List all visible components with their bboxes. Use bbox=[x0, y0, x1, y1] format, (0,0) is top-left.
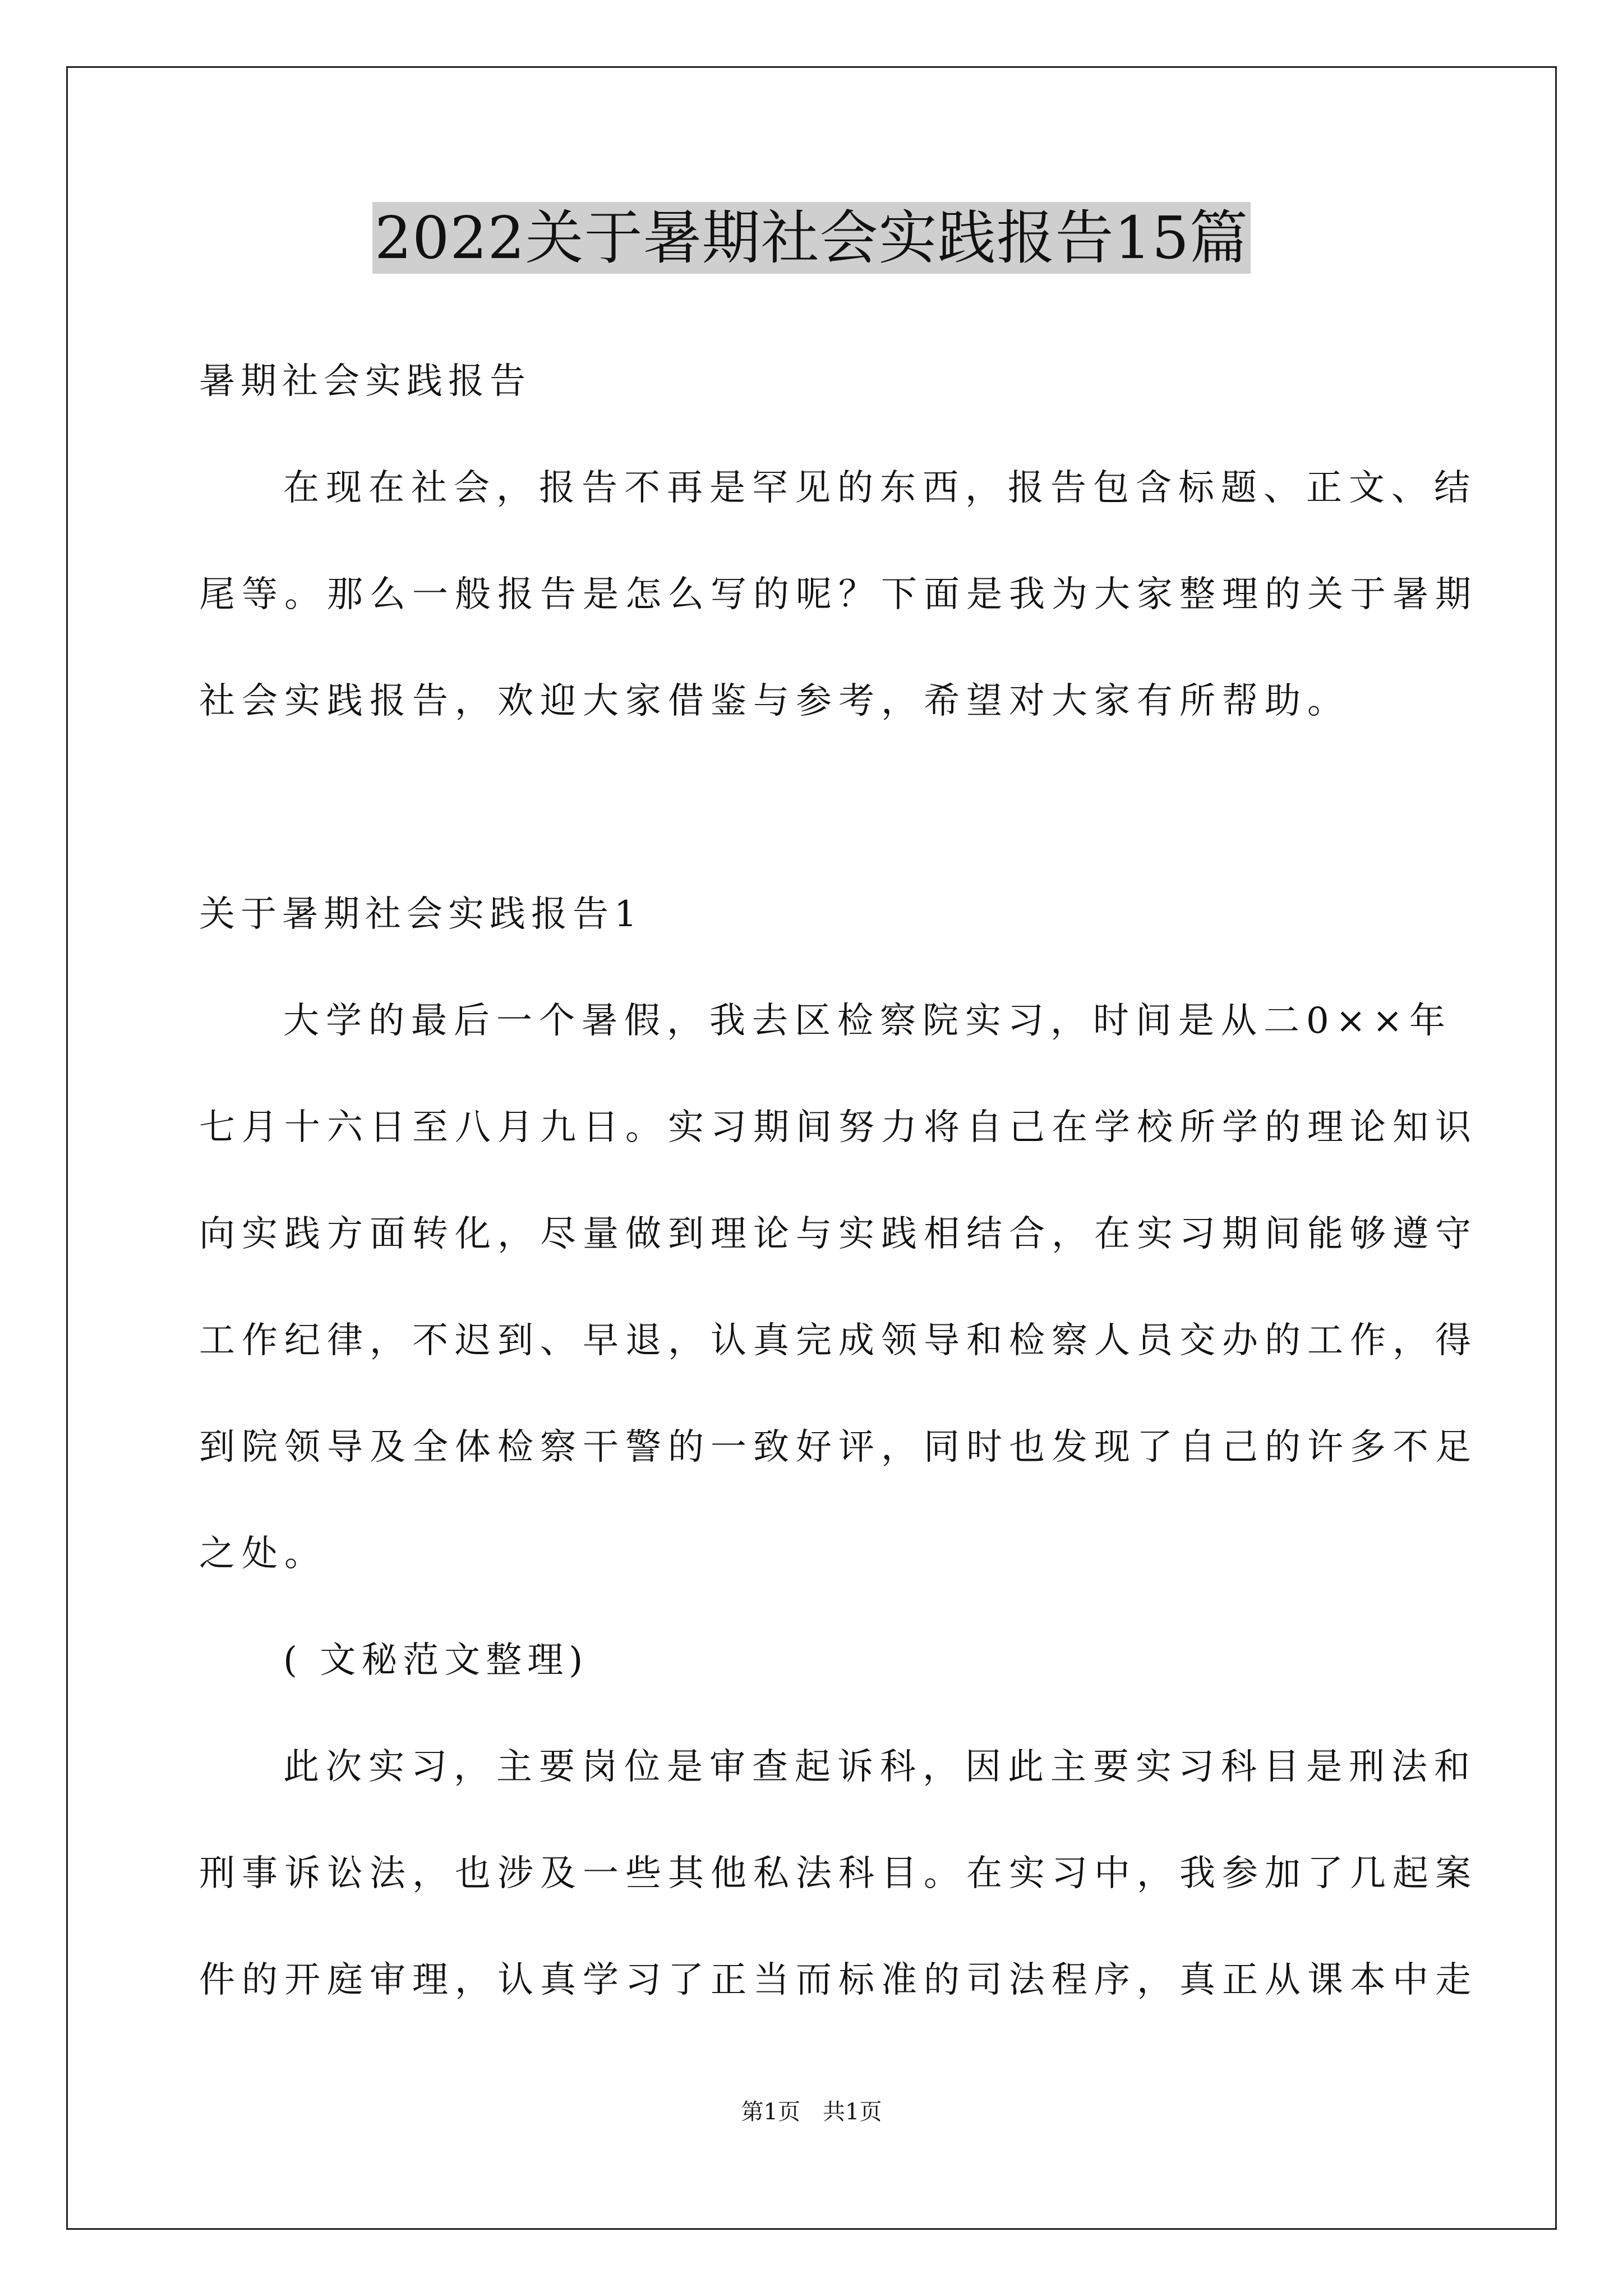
page-footer: 第1页 共1页 bbox=[741, 2099, 882, 2125]
intro-line-3: 社会实践报告，欢迎大家借鉴与参考，希望对大家有所帮助。 bbox=[199, 680, 1350, 722]
para2-line-3: 件的开庭审理，认真学习了正当而标准的司法程序，真正从课本中走 bbox=[199, 1959, 1478, 2001]
para1-line-2: 七月十六日至八月九日。实习期间努力将自己在学校所学的理论知识 bbox=[199, 1107, 1478, 1148]
title-container bbox=[0, 202, 1623, 274]
para1-line-5: 到院领导及全体检察干警的一致好评，同时也发现了自己的许多不足 bbox=[199, 1427, 1478, 1468]
para1-line-4: 工作纪律，不迟到、早退，认真完成领导和检察人员交办的工作，得 bbox=[199, 1320, 1478, 1361]
para2-line-2: 刑事诉讼法，也涉及一些其他私法科目。在实习中，我参加了几起案 bbox=[199, 1853, 1478, 1894]
section-heading: 关于暑期社会实践报告1 bbox=[199, 894, 643, 935]
document-title: 2022关于暑期社会实践报告15篇 bbox=[372, 202, 1251, 274]
main-heading: 暑期社会实践报告 bbox=[199, 361, 531, 402]
para1-line-1: 大学的最后一个暑假，我去区检察院实习，时间是从二0××年 bbox=[283, 1000, 1452, 1042]
intro-line-2: 尾等。那么一般报告是怎么写的呢？下面是我为大家整理的关于暑期 bbox=[199, 574, 1478, 615]
intro-line-1: 在现在社会，报告不再是罕见的东西，报告包含标题、正文、结 bbox=[283, 467, 1477, 509]
para1-line-6: 之处。 bbox=[199, 1533, 327, 1575]
source-note: ( 文秘范文整理) bbox=[283, 1640, 589, 1681]
para1-line-3: 向实践方面转化，尽量做到理论与实践相结合，在实习期间能够遵守 bbox=[199, 1213, 1478, 1255]
para2-line-1: 此次实习，主要岗位是审查起诉科，因此主要实习科目是刑法和 bbox=[283, 1746, 1477, 1788]
